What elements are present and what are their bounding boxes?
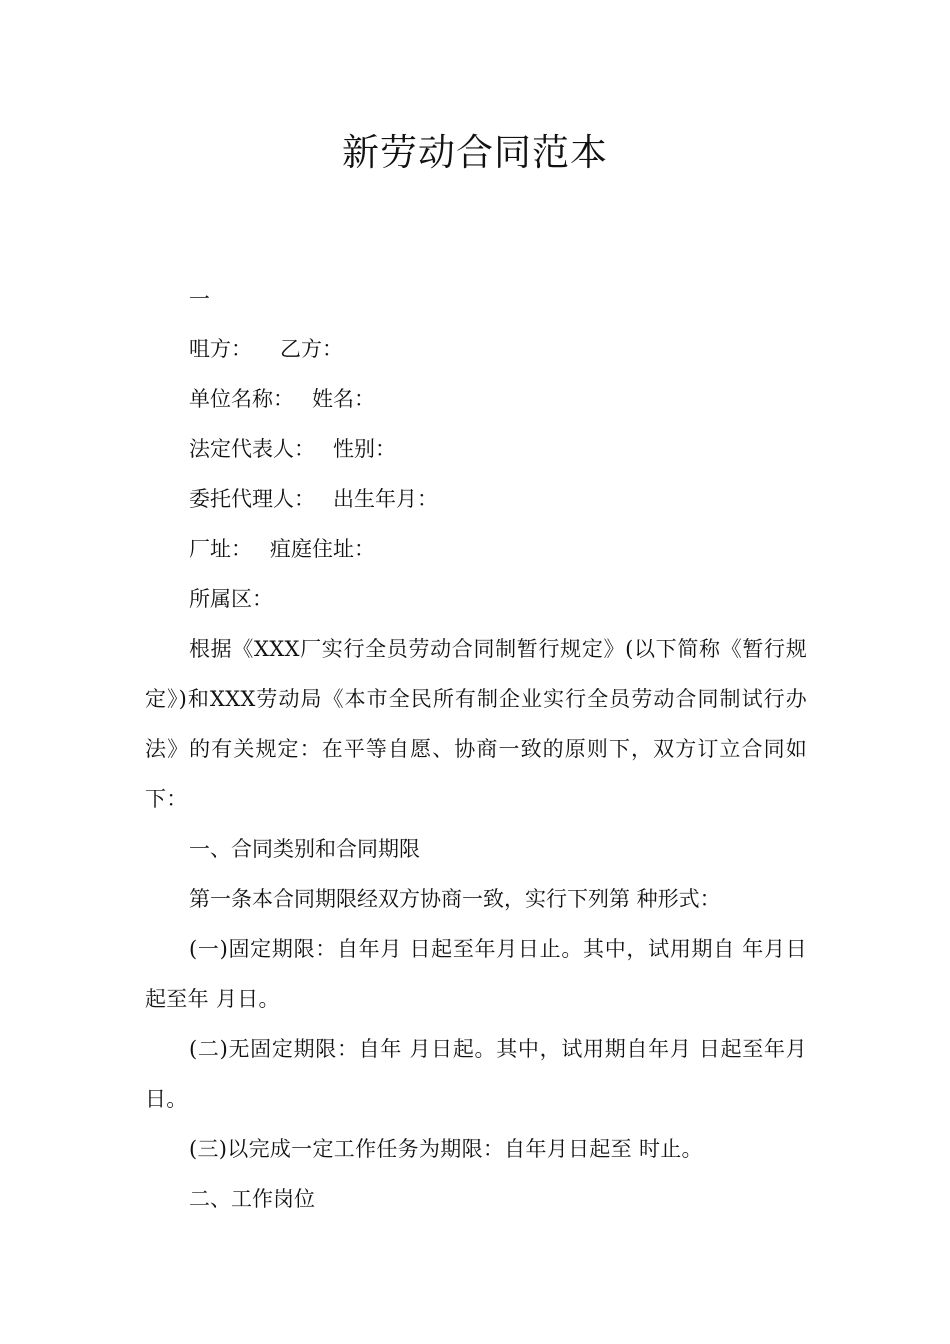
intro-paragraph: 根据《XXX厂实行全员劳动合同制暂行规定》(以下简称《暂行规定》)和XXX劳动局《本市全民所有制企业实行全员劳动合同制试行办法》的有关规定：在平等自愿、协商一致的原则下，双方订立合同如下： [145,637,807,811]
section-2-heading: 二、工作岗位 [189,1187,315,1211]
name-label: 姓名： [312,387,375,411]
item-2-open-term: (二)无固定期限：自年 月日起。其中，试用期自年月 日起至年月日。 [145,1037,807,1111]
agent-line [145,474,807,524]
party-line [145,324,807,374]
home-address-label: 疽庭住址： [270,537,375,561]
district-line: 所属区： [189,587,273,611]
document-body [145,274,807,1224]
address-line [145,524,807,574]
party-b-label: 乙方： [280,337,343,361]
dash-line: 一 [189,287,210,311]
legal-rep-label: 法定代表人： [189,437,315,461]
unit-name-label: 单位名称： [189,387,294,411]
birth-label: 出生年月： [333,487,438,511]
gender-label: 性别： [333,437,396,461]
legal-rep-line [145,424,807,474]
factory-address-label: 厂址： [189,537,252,561]
unit-name-line [145,374,807,424]
article-1: 第一条本合同期限经双方协商一致，实行下列第 种形式： [189,887,721,911]
party-a-label: 咀方： [189,337,252,361]
item-1-fixed-term: (一)固定期限：自年月 日起至年月日止。其中，试用期自 年月日起至年 月日。 [145,937,807,1011]
document-title: 新劳动合同范本 [342,131,608,174]
section-1-heading: 一、合同类别和合同期限 [189,837,420,861]
item-3-task-term: (三)以完成一定工作任务为期限：自年月日起至 时止。 [189,1137,703,1161]
agent-label: 委托代理人： [189,487,315,511]
